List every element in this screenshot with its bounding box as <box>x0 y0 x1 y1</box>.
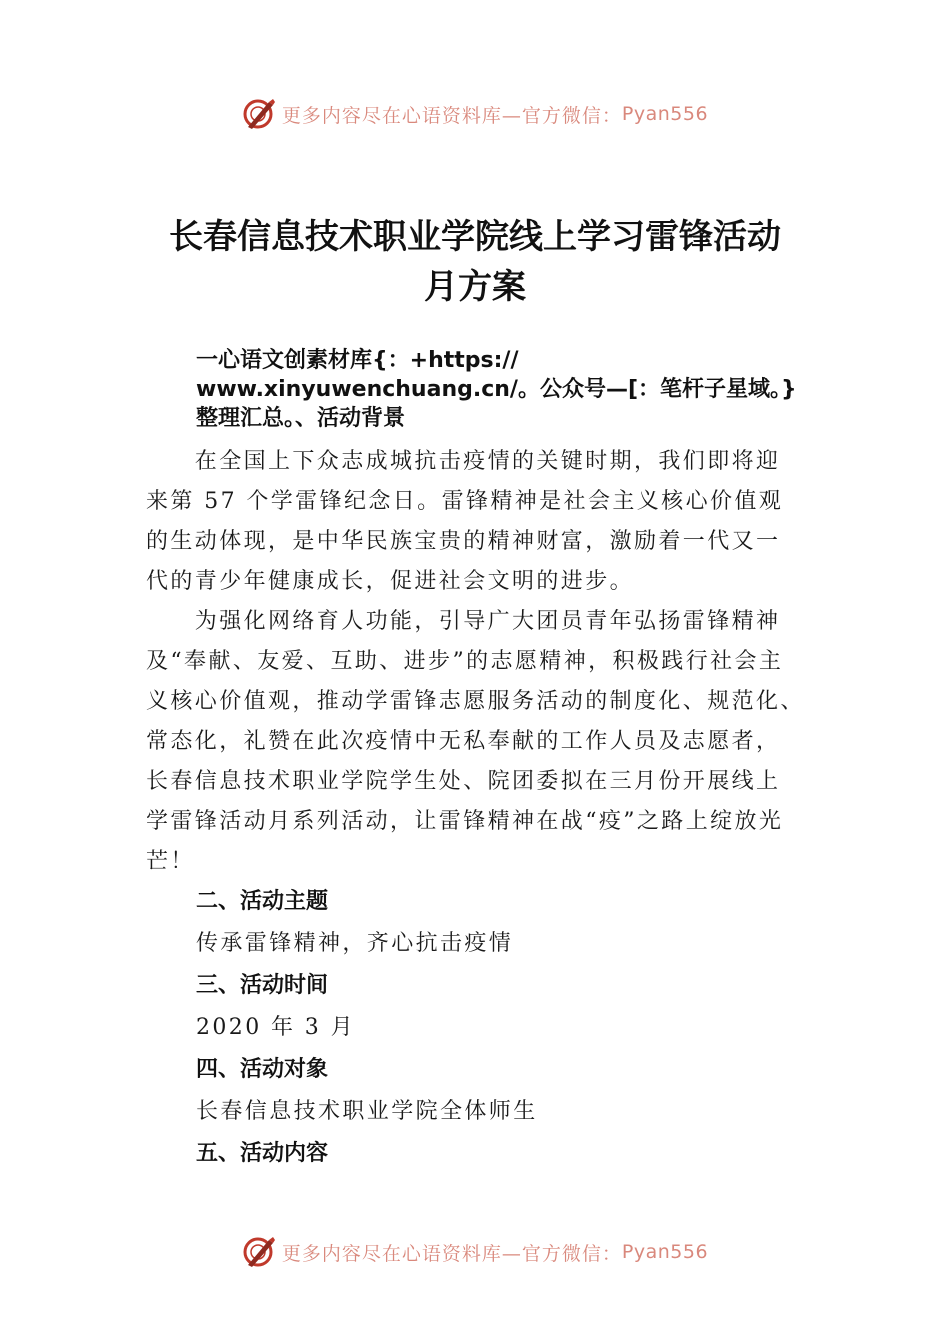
title-line-1: 长春信息技术职业学院线上学习雷锋活动 <box>169 217 781 257</box>
lead-line-3: 整理汇总。、活动背景 <box>196 406 406 431</box>
section-heading-theme: 二、活动主题 <box>196 889 329 914</box>
paragraph-line: 常态化，礼赞在此次疫情中无私奉献的工作人员及志愿者， <box>146 729 781 754</box>
section-heading-time: 三、活动时间 <box>196 973 329 998</box>
document-title <box>120 212 830 312</box>
paragraph-line: 的生动体现，是中华民族宝贵的精神财富，激励着一代又一 <box>146 529 781 554</box>
paragraph-line: 为强化网络育人功能，引导广大团员青年弘扬雷锋精神 <box>146 609 781 634</box>
paragraph-line: 及“奉献、友爱、互助、进步”的志愿精神，积极践行社会主 <box>146 649 784 674</box>
watermark-text: 更多内容尽在心语资料库—官方微信： <box>281 1242 622 1265</box>
paragraph-line: 学雷锋活动月系列活动，让雷锋精神在战“疫”之路上绽放光 <box>146 809 784 834</box>
background-paragraph-2 <box>146 602 810 882</box>
paragraph-line: 在全国上下众志成城抗击疫情的关键时期，我们即将迎 <box>146 449 781 474</box>
background-paragraph-1 <box>146 442 810 602</box>
watermark-text: 更多内容尽在心语资料库—官方微信： <box>281 104 622 127</box>
section-heading-audience: 四、活动对象 <box>196 1057 329 1082</box>
pen-logo-icon <box>242 97 276 131</box>
section-text-theme: 传承雷锋精神，齐心抗击疫情 <box>196 931 514 956</box>
paragraph-line: 长春信息技术职业学院学生处、院团委拟在三月份开展线上 <box>146 769 781 794</box>
watermark-wechat-id: Pyan556 <box>621 1241 709 1263</box>
section-text-time: 2020 年 3 月 <box>196 1015 355 1040</box>
title-line-2: 月方案 <box>424 267 526 307</box>
watermark-wechat-id: Pyan556 <box>621 103 709 125</box>
section-text-audience: 长春信息技术职业学院全体师生 <box>196 1099 538 1124</box>
header-watermark <box>0 94 950 134</box>
source-note-heading <box>196 346 816 433</box>
footer-watermark <box>0 1232 950 1272</box>
pen-logo-icon <box>242 1235 276 1269</box>
section-heading-content: 五、活动内容 <box>196 1141 329 1166</box>
lead-line-1: 一心语文创素材库{：+https:// <box>196 348 519 373</box>
paragraph-line: 芒！ <box>146 849 195 874</box>
paragraph-line: 来第 57 个学雷锋纪念日。雷锋精神是社会主义核心价值观 <box>146 489 784 514</box>
paragraph-line: 代的青少年健康成长，促进社会文明的进步。 <box>146 569 635 594</box>
lead-line-2: www.xinyuwenchuang.cn/。公众号—[：笔杆子星域。} <box>196 377 797 402</box>
paragraph-line: 义核心价值观，推动学雷锋志愿服务活动的制度化、规范化、 <box>146 689 805 714</box>
